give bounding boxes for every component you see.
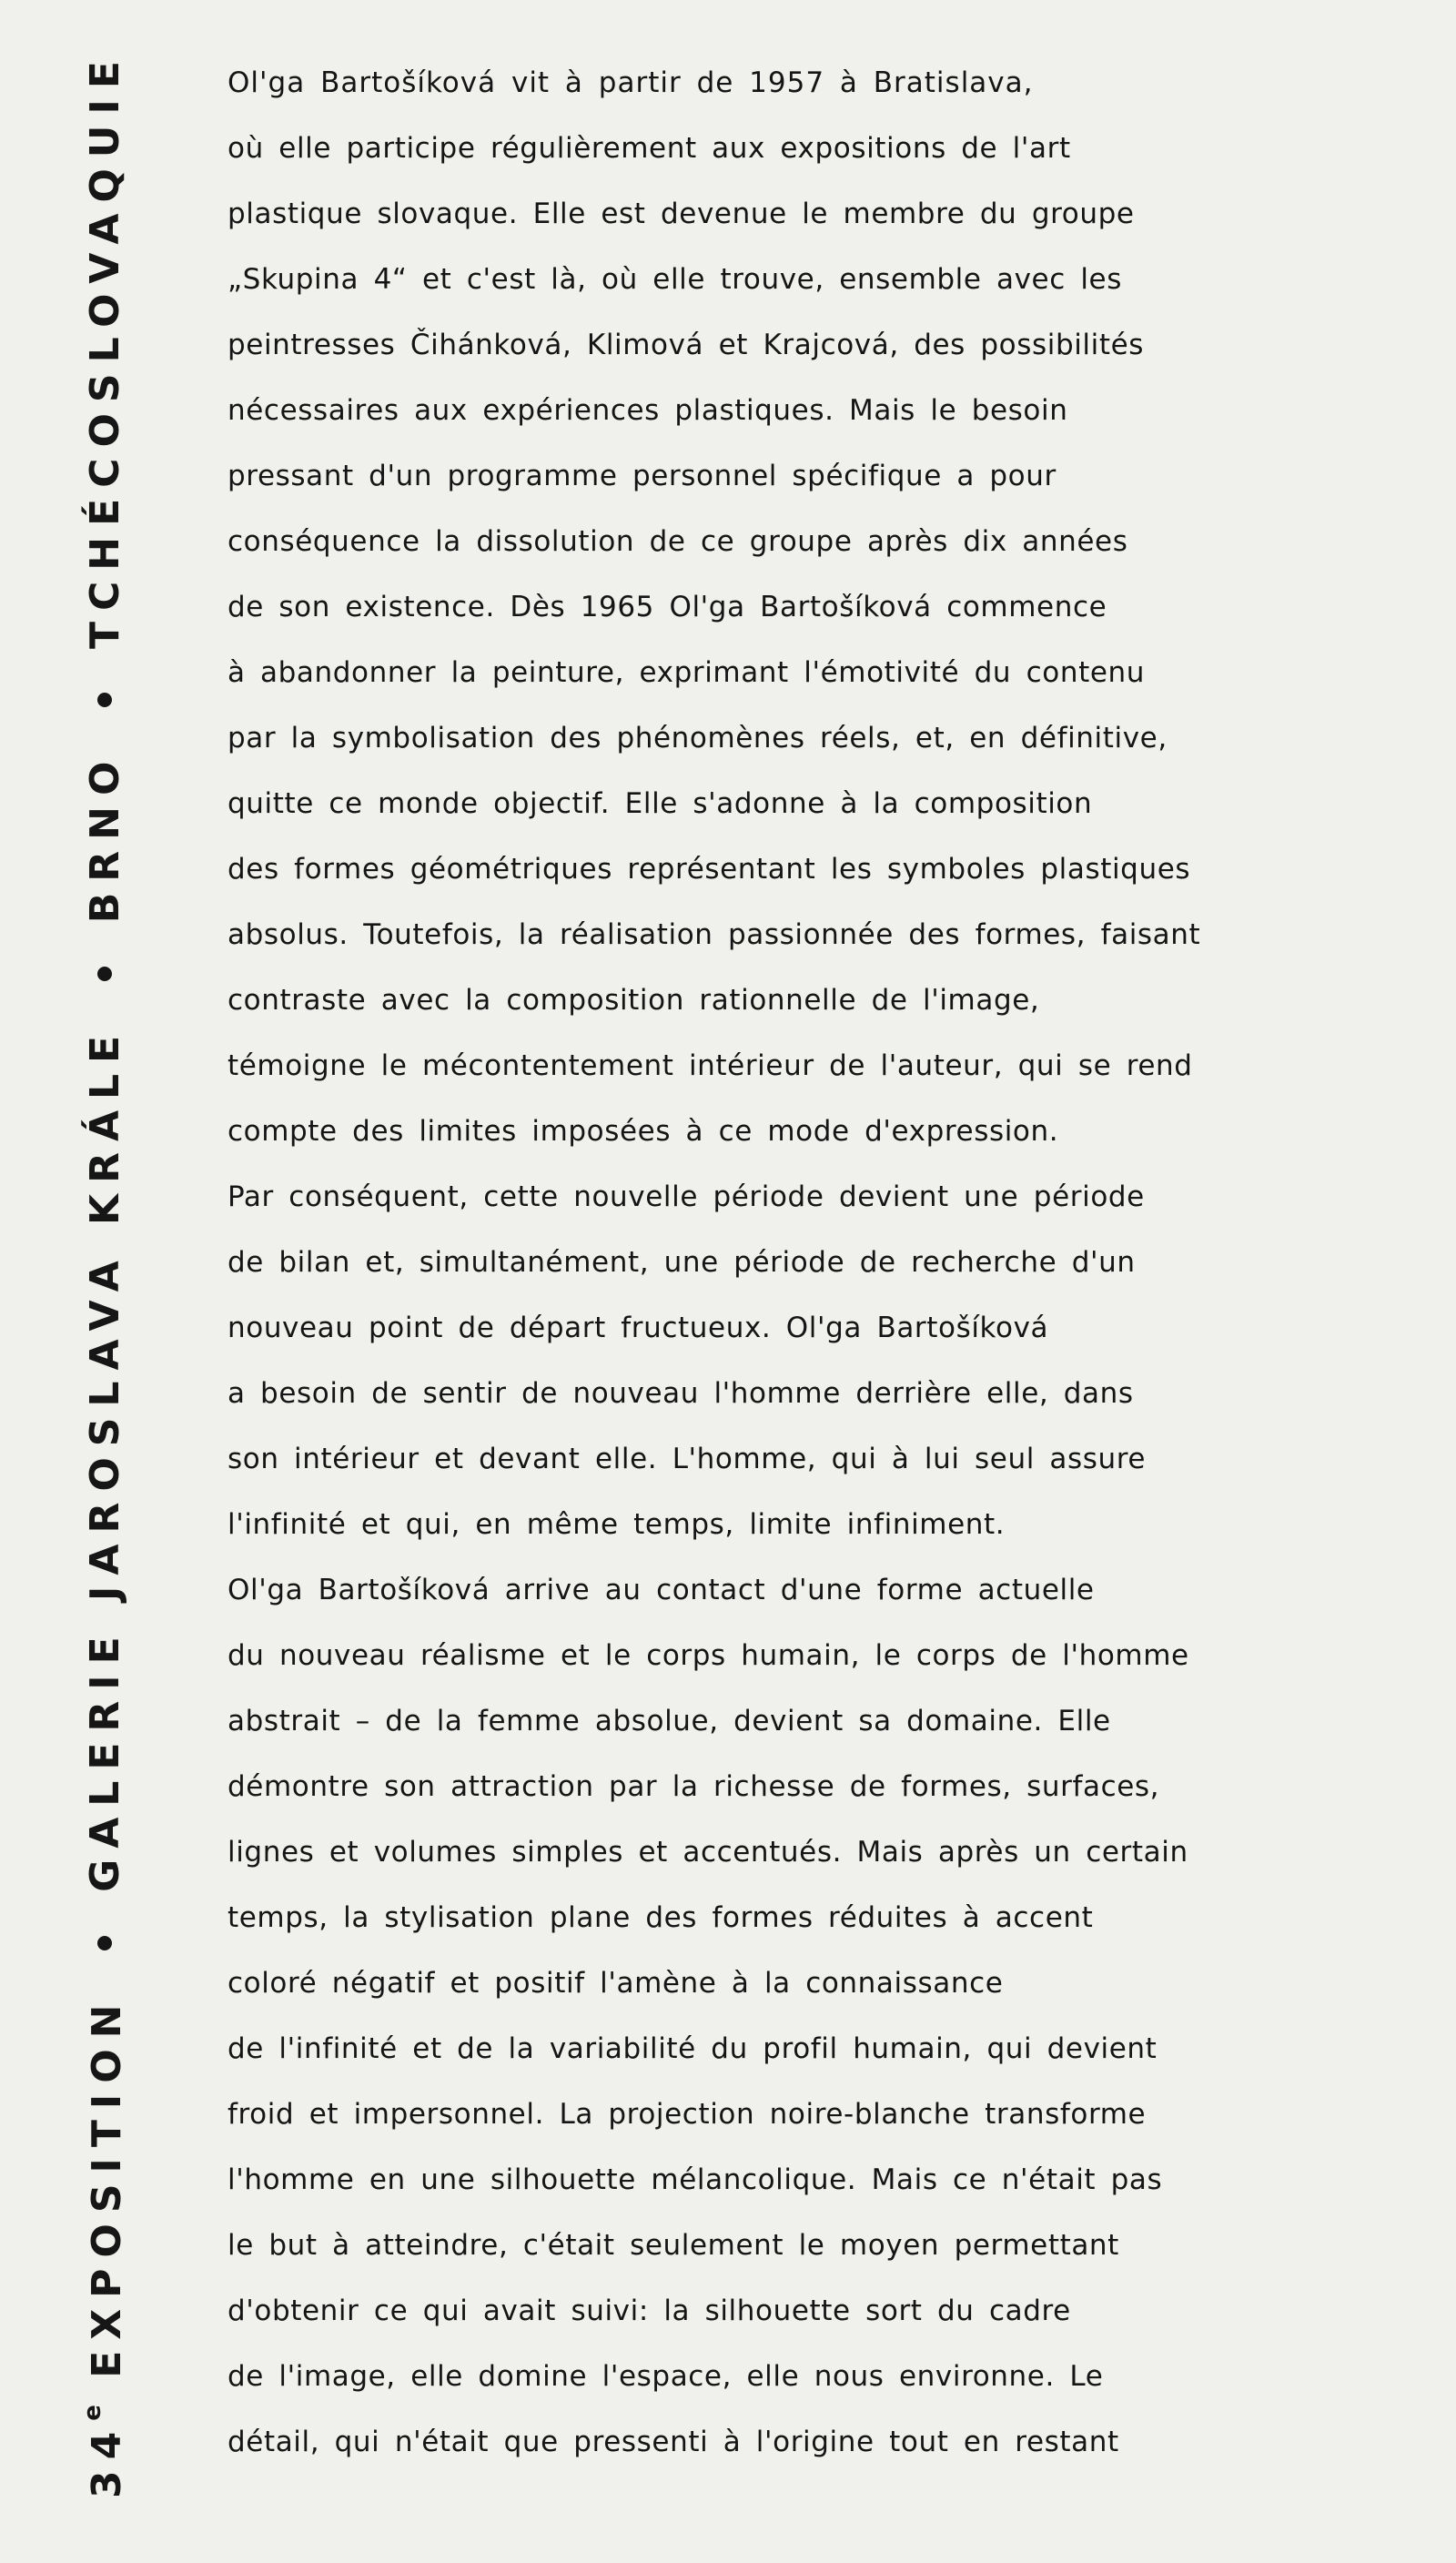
text-line: à abandonner la peinture, exprimant l'émotivité du contenu [228,656,1145,689]
text-line: détail, qui n'était que pressenti à l'origine tout en restant [228,2426,1119,2458]
text-line: quitte ce monde objectif. Elle s'adonne à la composition [228,787,1093,820]
text-line: où elle participe régulièrement aux expositions de l'art [228,132,1071,165]
text-line: nécessaires aux expériences plastiques. Mais le besoin [228,394,1068,427]
text-line: du nouveau réalisme et le corps humain, le corps de l'homme [228,1639,1189,1672]
text-line: conséquence la dissolution de ce groupe après dix années [228,525,1128,558]
bullet-separator [97,967,112,981]
text-line: l'homme en une silhouette mélancolique. Mais ce n'était pas [228,2163,1163,2196]
text-line: temps, la stylisation plane des formes réduites à accent [228,1901,1094,1934]
body-text [228,50,1338,2475]
exposition-number: 34e EXPOSITION [79,1993,130,2498]
text-line: coloré négatif et positif l'amène à la connaissance [228,1967,1004,2000]
bullet-separator [97,693,112,707]
text-line: „Skupina 4“ et c'est là, où elle trouve, ensemble avec les [228,263,1122,296]
text-line: de bilan et, simultanément, une période de recherche d'un [228,1246,1136,1279]
text-line: abstrait – de la femme absolue, devient sa domaine. Elle [228,1705,1111,1737]
text-line: plastique slovaque. Elle est devenue le membre du groupe [228,198,1135,230]
text-line: son intérieur et devant elle. L'homme, qui à lui seul assure [228,1443,1147,1475]
text-line: le but à atteindre, c'était seulement le moyen permettant [228,2229,1119,2262]
text-line: l'infinité et qui, en même temps, limite infiniment. [228,1508,1006,1541]
text-line: de son existence. Dès 1965 Ol'ga Bartošíková commence [228,591,1107,623]
text-line: froid et impersonnel. La projection noire-blanche transforme [228,2098,1147,2131]
text-line: lignes et volumes simples et accentués. Mais après un certain [228,1836,1188,1869]
text-line: de l'image, elle domine l'espace, elle nous environne. Le [228,2360,1104,2393]
text-line: Ol'ga Bartošíková arrive au contact d'une forme actuelle [228,1574,1095,1606]
text-line: peintresses Čihánková, Klimová et Krajcová, des possibilités [228,329,1145,361]
text-line: démontre son attraction par la richesse de formes, surfaces, [228,1770,1160,1803]
city-name: BRNO [81,750,128,924]
text-line: pressant d'un programme personnel spécifique a pour [228,460,1057,492]
text-line: par la symbolisation des phénomènes réels, et, en définitive, [228,722,1168,755]
bullet-separator [97,1936,112,1950]
country-name: TCHÉCOSLOVAQUIE [81,50,128,649]
text-line: Par conséquent, cette nouvelle période devient une période [228,1180,1145,1213]
text-line: d'obtenir ce qui avait suivi: la silhouette sort du cadre [228,2295,1071,2327]
exposition-word: EXPOSITION [84,1993,130,2378]
ordinal-suffix: e [79,2403,106,2421]
text-line: témoigne le mécontentement intérieur de l'auteur, qui se rend [228,1049,1193,1082]
text-line: des formes géométriques représentant les symboles plastiques [228,853,1191,886]
gallery-name: GALERIE JAROSLAVA KRÁLE [81,1024,128,1892]
text-line: absolus. Toutefois, la réalisation passionnée des formes, faisant [228,918,1201,951]
text-line: a besoin de sentir de nouveau l'homme derrière elle, dans [228,1377,1134,1410]
text-line: Ol'ga Bartošíková vit à partir de 1957 à Bratislava, [228,66,1034,99]
text-line: nouveau point de départ fructueux. Ol'ga Bartošíková [228,1312,1049,1344]
vertical-header [73,50,136,2498]
text-line: contraste avec la composition rationnelle de l'image, [228,984,1040,1017]
text-line: de l'infinité et de la variabilité du profil humain, qui devient [228,2032,1158,2065]
text-line: compte des limites imposées à ce mode d'expression. [228,1115,1059,1148]
